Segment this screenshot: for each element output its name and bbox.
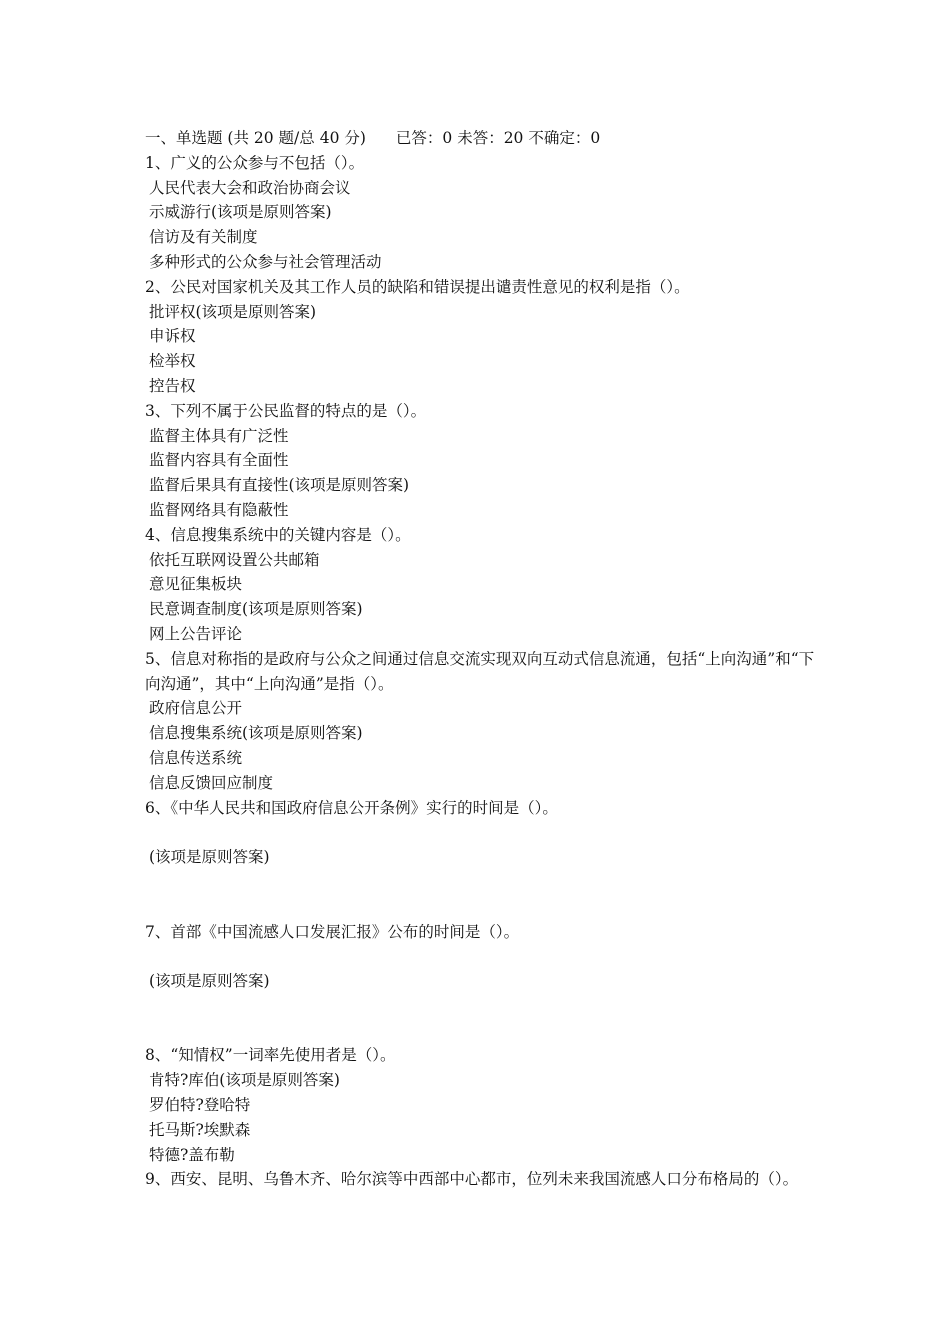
question-3-option-c[interactable]: 监督后果具有直接性(该项是原则答案) [149, 476, 410, 495]
question-8-option-b[interactable]: 罗伯特?登哈特 [149, 1096, 251, 1115]
question-2-stem: 2、公民对国家机关及其工作人员的缺陷和错误提出谴责性意见的权利是指（）。 [145, 277, 690, 296]
question-5-option-b[interactable]: 信息搜集系统(该项是原则答案) [149, 724, 363, 743]
question-1-option-a[interactable]: 人民代表大会和政治协商会议 [149, 178, 351, 197]
question-8-option-d[interactable]: 特德?盖布勒 [149, 1145, 235, 1164]
question-1-option-d[interactable]: 多种形式的公众参与社会管理活动 [149, 252, 382, 271]
question-4-stem: 4、信息搜集系统中的关键内容是（）。 [145, 525, 411, 544]
question-1-option-c[interactable]: 信访及有关制度 [149, 228, 258, 247]
question-3-option-b[interactable]: 监督内容具有全面性 [149, 451, 289, 470]
blank-line [145, 944, 815, 969]
question-2-option-a[interactable]: 批评权(该项是原则答案) [149, 302, 317, 321]
question-3-option-a[interactable]: 监督主体具有广泛性 [149, 426, 289, 445]
question-5-stem: 5、信息对称指的是政府与公众之间通过信息交流实现双向互动式信息流通，包括“上向沟通”和“下向沟通”，其中“上向沟通”是指（）。 [145, 649, 815, 693]
blank-line [145, 870, 815, 920]
section-header [145, 126, 815, 151]
question-5-option-d[interactable]: 信息反馈回应制度 [149, 773, 274, 792]
question-3-stem: 3、下列不属于公民监督的特点的是（）。 [145, 401, 427, 420]
question-4-option-c[interactable]: 民意调查制度(该项是原则答案) [149, 600, 363, 619]
blank-line [145, 994, 815, 1044]
question-9-stem: 9、西安、昆明、乌鲁木齐、哈尔滨等中西部中心都市，位列未来我国流感人口分布格局的（）。 [145, 1170, 799, 1189]
question-8-option-a[interactable]: 肯特?库伯(该项是原则答案) [149, 1071, 340, 1090]
question-2-option-c[interactable]: 检举权 [149, 352, 196, 371]
question-1-stem: 1、广义的公众参与不包括（）。 [145, 153, 365, 172]
question-4-option-b[interactable]: 意见征集板块 [149, 575, 243, 594]
question-2-option-d[interactable]: 控告权 [149, 376, 196, 395]
question-6-stem: 6、《中华人民共和国政府信息公开条例》实行的时间是（）。 [145, 798, 558, 817]
blank-line [145, 820, 815, 845]
question-7-stem: 7、首部《中国流感人口发展汇报》公布的时间是（）。 [145, 922, 520, 941]
question-5-option-a[interactable]: 政府信息公开 [149, 699, 243, 718]
quiz-content [145, 126, 815, 1192]
question-2-option-b[interactable]: 申诉权 [149, 327, 196, 346]
question-8-stem: 8、“知情权”一词率先使用者是（）。 [145, 1046, 396, 1065]
question-3-option-d[interactable]: 监督网络具有隐蔽性 [149, 500, 289, 519]
question-4-option-a[interactable]: 依托互联网设置公共邮箱 [149, 550, 320, 569]
question-6-answer[interactable]: (该项是原则答案) [149, 848, 270, 867]
question-5-option-c[interactable]: 信息传送系统 [149, 748, 243, 767]
section-title: 一、单选题 (共 20 题/总 40 分) [145, 129, 366, 147]
question-8-option-c[interactable]: 托马斯?埃默森 [149, 1120, 251, 1139]
question-7-answer[interactable]: (该项是原则答案) [149, 972, 270, 991]
question-1-option-b[interactable]: 示威游行(该项是原则答案) [149, 203, 332, 222]
answer-stats: 已答：0 未答：20 不确定：0 [395, 129, 601, 147]
question-4-option-d[interactable]: 网上公告评论 [149, 624, 243, 643]
